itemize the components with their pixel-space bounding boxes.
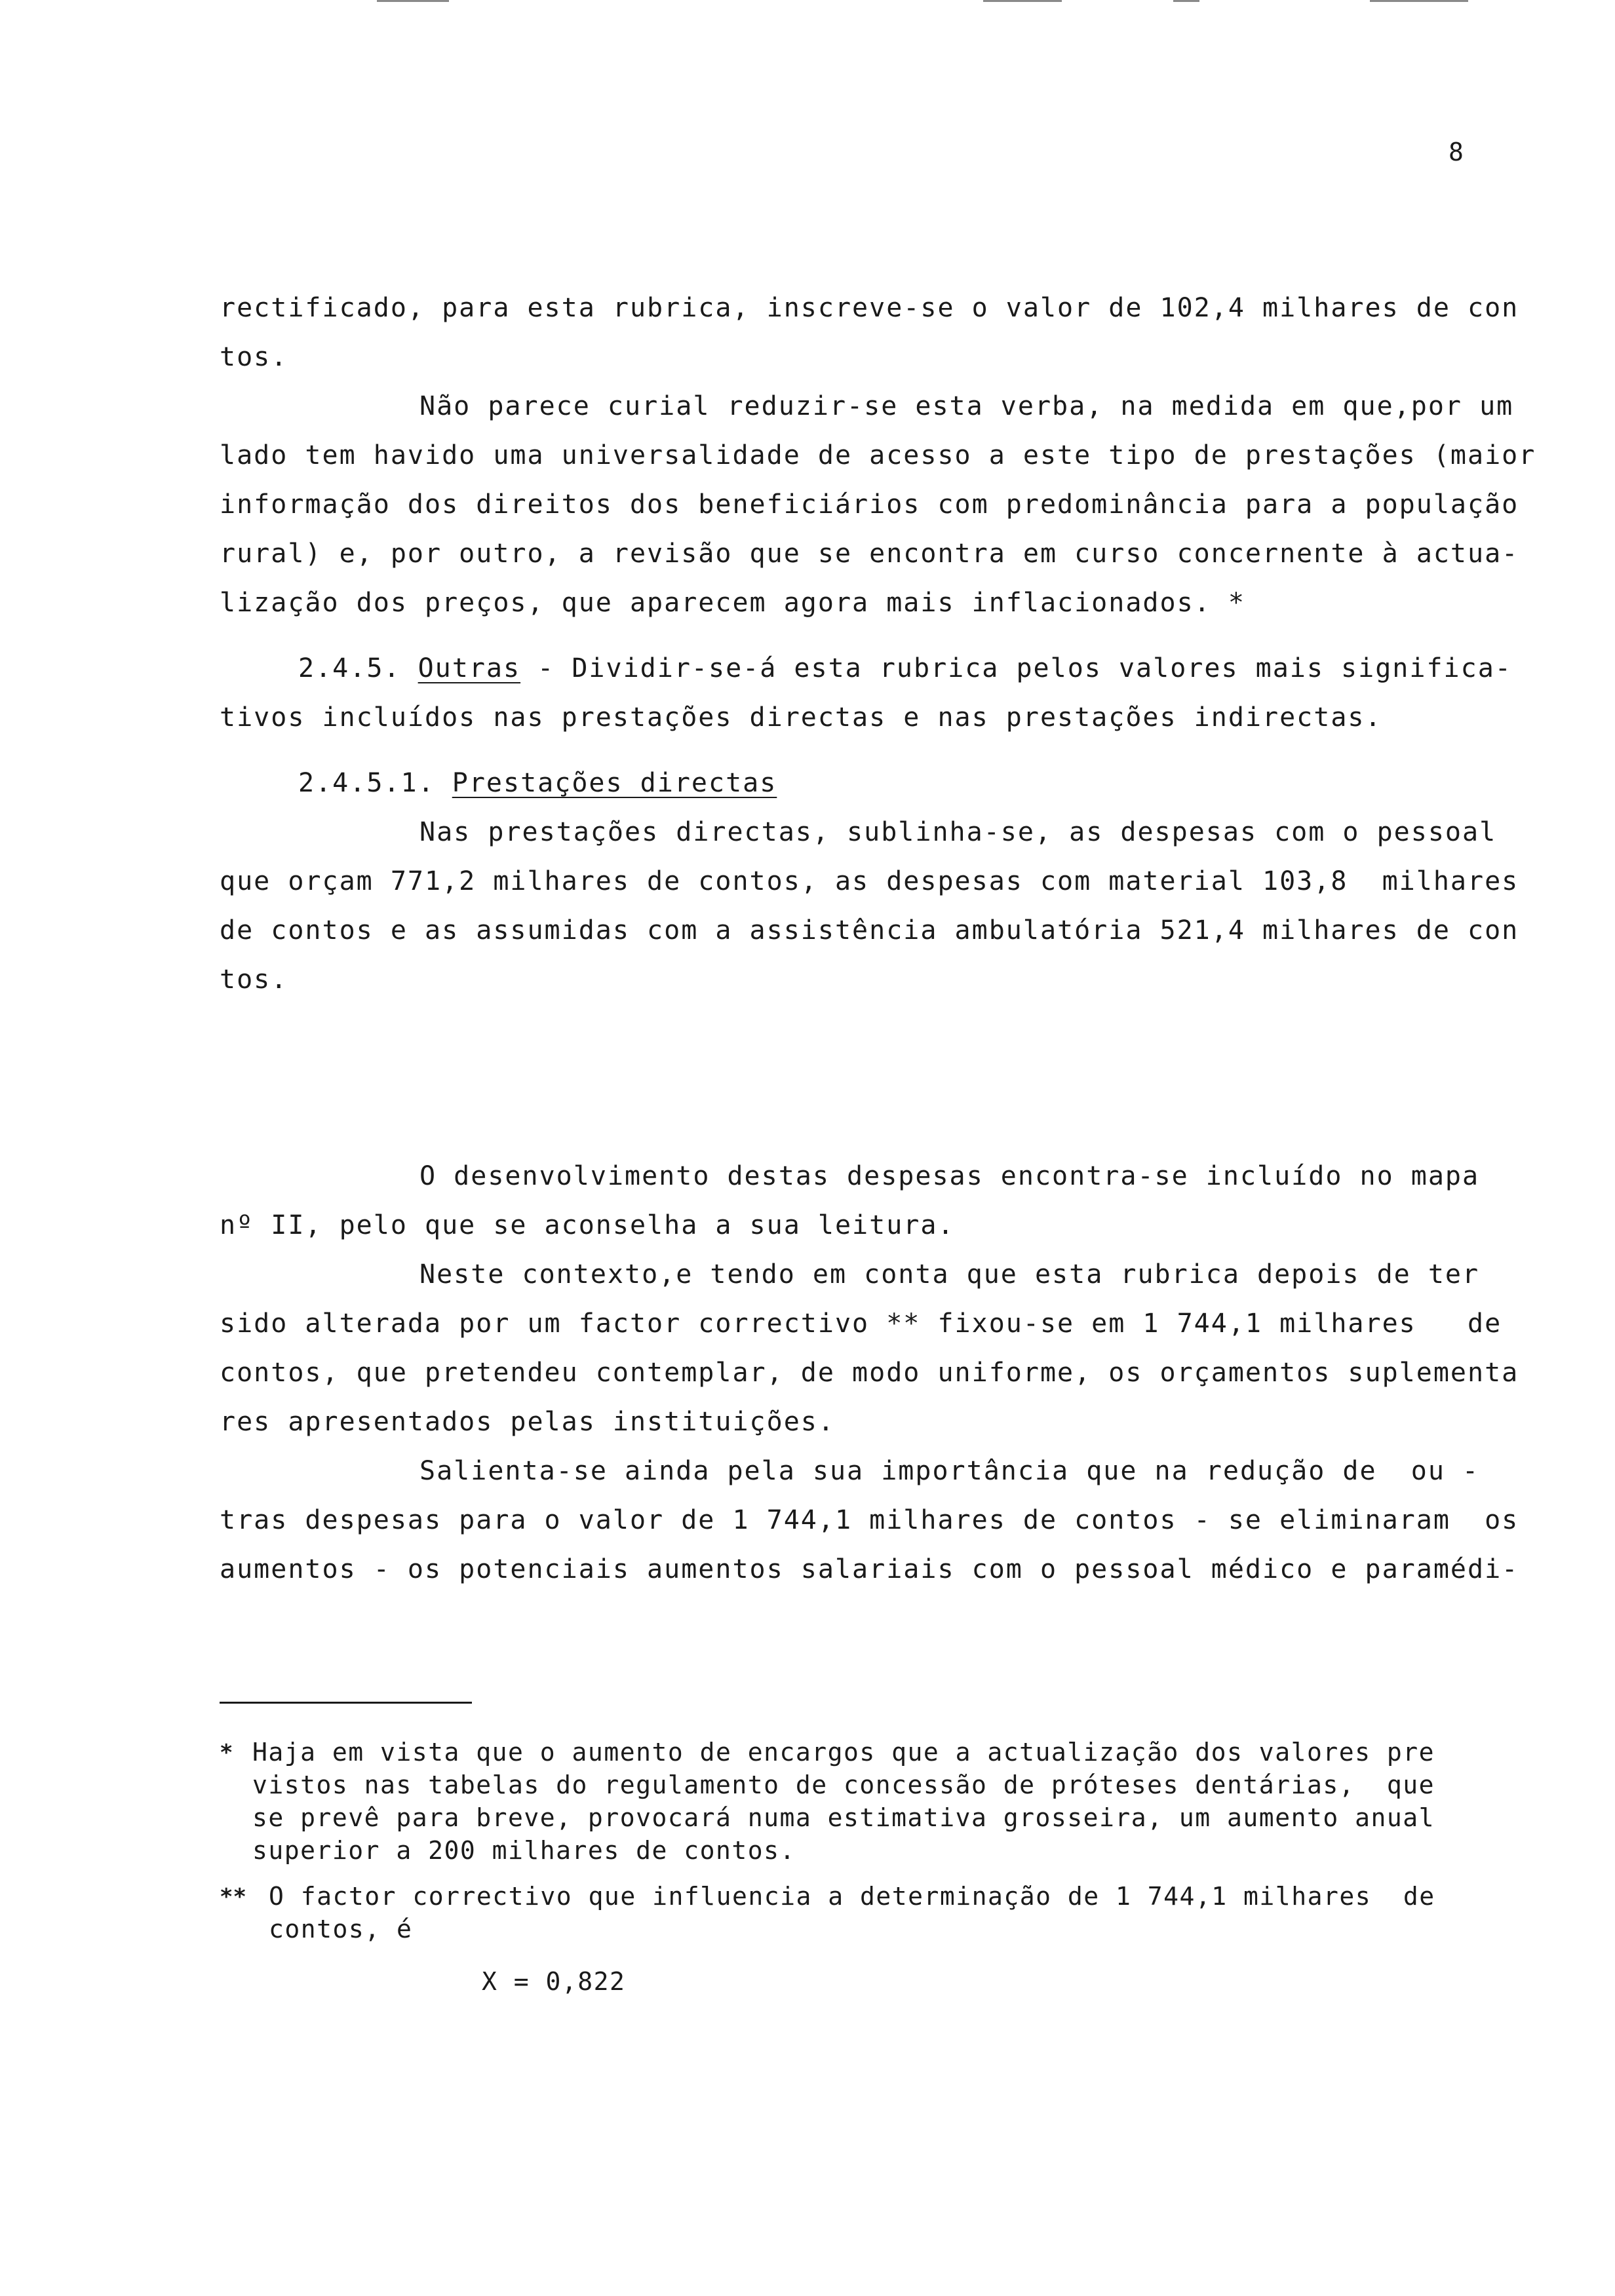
scan-edge-mark bbox=[1173, 0, 1199, 2]
body-line: Não parece curial reduzir-se esta verba, na medida em que,por um bbox=[419, 391, 1514, 421]
body-line: de contos e as assumidas com a assistência ambulatória 521,4 milhares de con bbox=[220, 915, 1519, 946]
section-heading-2-4-5-1 bbox=[298, 770, 777, 796]
body-line: tos. bbox=[220, 965, 288, 995]
scan-edge-mark bbox=[1370, 0, 1468, 2]
body-line: rural) e, por outro, a revisão que se encontra em curso concernente à actua- bbox=[220, 539, 1519, 569]
section-text: - Dividir-se-á esta rubrica pelos valores mais significa- bbox=[520, 653, 1512, 683]
page-number: 8 bbox=[1449, 138, 1464, 166]
body-line: tras despesas para o valor de 1 744,1 milhares de contos - se eliminaram os bbox=[220, 1505, 1519, 1535]
body-line: nº II, pelo que se aconselha a sua leitura. bbox=[220, 1210, 955, 1240]
body-line: res apresentados pelas instituições. bbox=[220, 1407, 835, 1437]
body-line: Salienta-se ainda pela sua importância que na redução de ou - bbox=[419, 1456, 1480, 1486]
body-line: lado tem havido uma universalidade de acesso a este tipo de prestações (maior bbox=[220, 440, 1536, 470]
scan-edge-mark bbox=[377, 0, 449, 2]
body-line: tivos incluídos nas prestações directas e nas prestações indirectas. bbox=[220, 702, 1382, 733]
section-title: Prestações directas bbox=[452, 768, 777, 798]
body-line: Neste contexto,e tendo em conta que esta rubrica depois de ter bbox=[419, 1259, 1480, 1290]
footnote-line: vistos nas tabelas do regulamento de concessão de próteses dentárias, que bbox=[252, 1770, 1435, 1799]
body-line: contos, que pretendeu contemplar, de modo uniforme, os orçamentos suplementa bbox=[220, 1358, 1519, 1388]
body-line: tos. bbox=[220, 342, 288, 372]
body-line: sido alterada por um factor correctivo ** fixou-se em 1 744,1 milhares de bbox=[220, 1309, 1502, 1339]
footnote-line: Haja em vista que o aumento de encargos que a actualização dos valores pre bbox=[252, 1738, 1435, 1767]
footnote-line: contos, é bbox=[269, 1915, 413, 1943]
section-heading-2-4-5 bbox=[298, 655, 1512, 681]
body-line: que orçam 771,2 milhares de contos, as despesas com material 103,8 milhares bbox=[220, 866, 1519, 896]
body-line: Nas prestações directas, sublinha-se, as despesas com o pessoal bbox=[419, 817, 1497, 847]
footnote-line: superior a 200 milhares de contos. bbox=[252, 1836, 796, 1865]
section-title: Outras bbox=[418, 653, 521, 683]
footnote-separator bbox=[220, 1702, 472, 1704]
footnote-mark: ** bbox=[220, 1884, 246, 1910]
body-line: aumentos - os potenciais aumentos salariais com o pessoal médico e paramédi- bbox=[220, 1554, 1519, 1584]
section-number: 2.4.5.1. bbox=[298, 768, 435, 798]
footnote-line: se prevê para breve, provocará numa estimativa grosseira, um aumento anual bbox=[252, 1803, 1435, 1832]
body-line: O desenvolvimento destas despesas encontra-se incluído no mapa bbox=[419, 1161, 1480, 1191]
footnote-mark: * bbox=[220, 1740, 233, 1766]
section-number: 2.4.5. bbox=[298, 653, 401, 683]
footnote-line: O factor correctivo que influencia a determinação de 1 744,1 milhares de bbox=[269, 1882, 1435, 1911]
body-line: lização dos preços, que aparecem agora mais inflacionados. * bbox=[220, 588, 1245, 618]
scan-edge-mark bbox=[983, 0, 1062, 2]
body-line: rectificado, para esta rubrica, inscreve-se o valor de 102,4 milhares de con bbox=[220, 293, 1519, 323]
body-line: informação dos direitos dos beneficiários com predominância para a população bbox=[220, 489, 1519, 520]
footnote-formula: X = 0,822 bbox=[482, 1967, 626, 1996]
